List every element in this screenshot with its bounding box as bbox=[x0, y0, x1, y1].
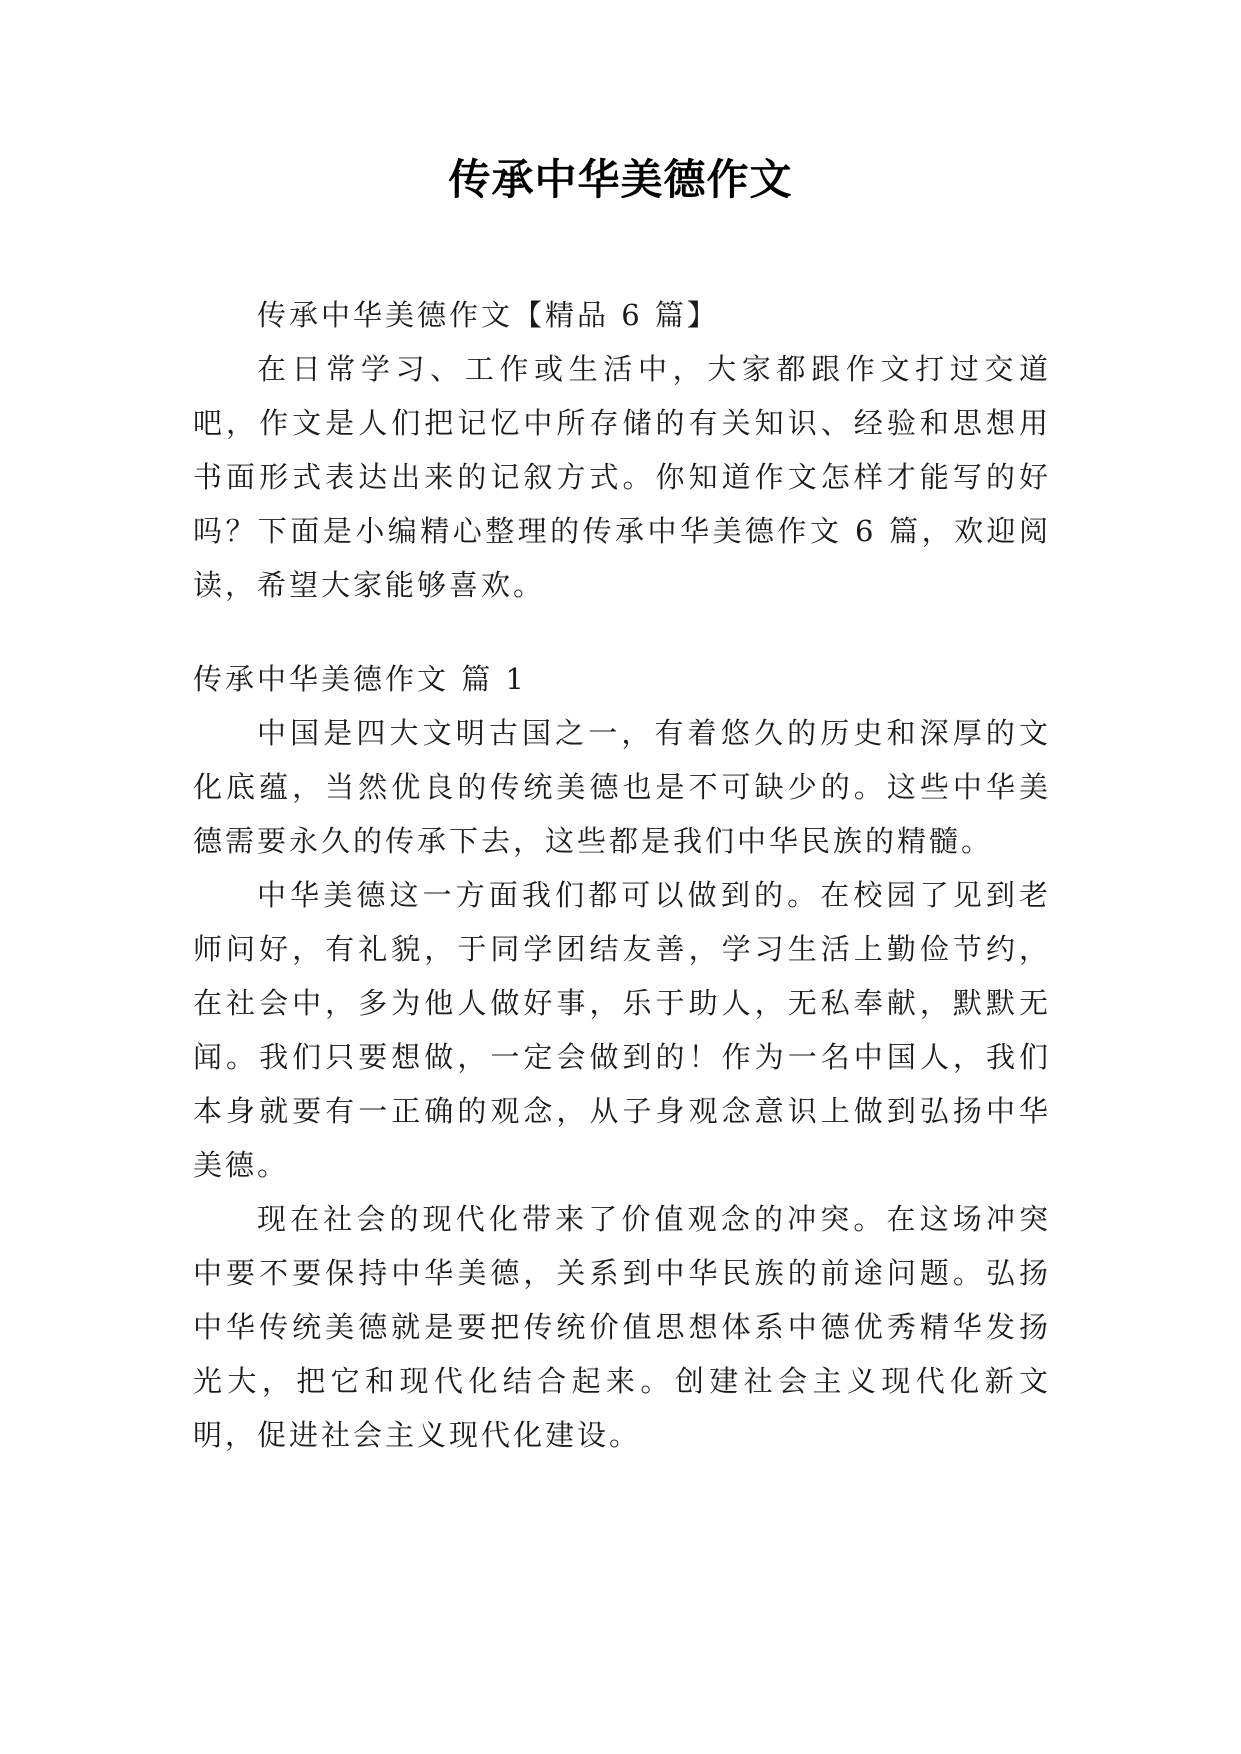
intro-heading: 传承中华美德作文【精品 6 篇】 bbox=[257, 298, 719, 332]
body-paragraph: 中国是四大文明古国之一，有着悠久的历史和深厚的文化底蕴，当然优良的传统美德也是不可缺少的。这些中华美德需要永久的传承下去，这些都是我们中华民族的精髓。 bbox=[193, 716, 1051, 858]
body-paragraph: 中华美德这一方面我们都可以做到的。在校园了见到老师问好，有礼貌，于同学团结友善，学习生活上勤俭节约，在社会中，多为他人做好事，乐于助人，无私奉献，默默无闻。我们只要想做，一定会做到的！作为一名中国人，我们本身就要有一正确的观念，从子身观念意识上做到弘扬中华美德。 bbox=[193, 878, 1051, 1182]
document-title: 传承中华美德作文 bbox=[448, 155, 793, 204]
document-body bbox=[193, 288, 1051, 1462]
intro-paragraph: 在日常学习、工作或生活中，大家都跟作文打过交道吧，作文是人们把记忆中所存储的有关知识、经验和思想用书面形式表达出来的记叙方式。你知道作文怎样才能写的好吗？下面是小编精心整理的传承中华美德作文 6 篇，欢迎阅读，希望大家能够喜欢。 bbox=[193, 352, 1051, 602]
section-heading: 传承中华美德作文 篇 1 bbox=[193, 662, 527, 696]
body-paragraph: 现在社会的现代化带来了价值观念的冲突。在这场冲突中要不要保持中华美德，关系到中华民族的前途问题。弘扬中华传统美德就是要把传统价值思想体系中德优秀精华发扬光大，把它和现代化结合起来。创建社会主义现代化新文明，促进社会主义现代化建设。 bbox=[193, 1202, 1051, 1452]
